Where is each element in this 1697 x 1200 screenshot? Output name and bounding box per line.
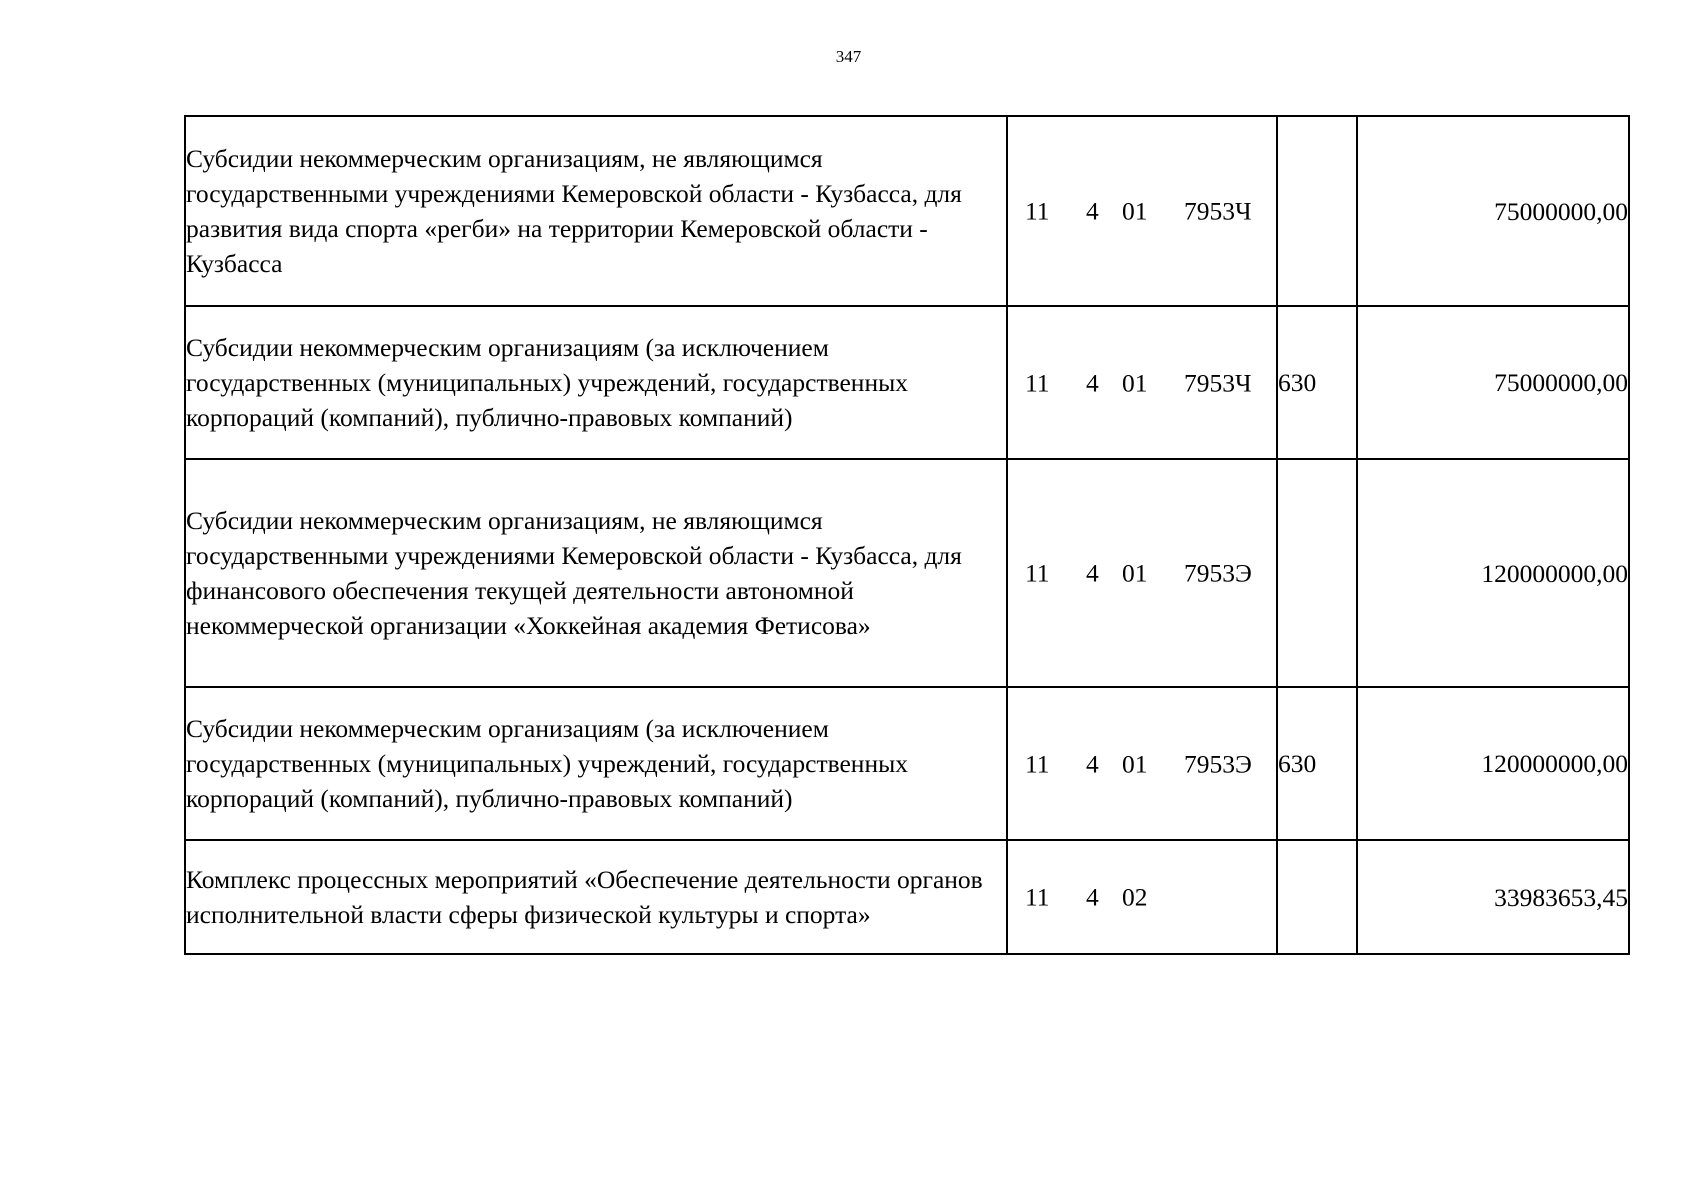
expense-type bbox=[1277, 116, 1357, 306]
table-row bbox=[185, 687, 1629, 840]
table-row bbox=[185, 459, 1629, 687]
expense-type bbox=[1277, 840, 1357, 954]
section-code: 11 bbox=[1025, 558, 1050, 588]
program-code: 4 bbox=[1086, 558, 1099, 588]
page-number: 347 bbox=[835, 47, 862, 66]
section-code: 11 bbox=[1025, 749, 1050, 778]
row-amount: 33983653,45 bbox=[1357, 840, 1629, 954]
budget-table bbox=[184, 115, 1630, 955]
subprogram-code: 01 bbox=[1122, 368, 1148, 397]
subprogram-code: 02 bbox=[1122, 882, 1148, 912]
table-row bbox=[185, 306, 1629, 459]
section-code: 11 bbox=[1025, 368, 1050, 397]
expense-type: 630 bbox=[1277, 687, 1357, 840]
subprogram-code: 01 bbox=[1122, 558, 1148, 588]
row-code bbox=[1007, 459, 1277, 687]
row-description: Субсидии некоммерческим организациям (за исключением государственных (муниципальных) учреждений, государственных корпораций (компаний), публично-правовых компаний) bbox=[185, 306, 1007, 459]
table-row bbox=[185, 840, 1629, 954]
direction-code: 7953Э bbox=[1184, 558, 1252, 588]
row-amount: 120000000,00 bbox=[1357, 459, 1629, 687]
row-amount: 75000000,00 bbox=[1357, 116, 1629, 306]
expense-type: 630 bbox=[1277, 306, 1357, 459]
row-description: Субсидии некоммерческим организациям, не являющимся государственными учреждениями Кемеровской области - Кузбасса, для финансового обеспечения текущей деятельности автономной некоммерческой организации «Хоккейная академия Фетисова» bbox=[185, 459, 1007, 687]
program-code: 4 bbox=[1086, 749, 1099, 778]
subprogram-code: 01 bbox=[1122, 196, 1148, 226]
row-code bbox=[1007, 840, 1277, 954]
direction-code: 7953Ч bbox=[1184, 196, 1252, 226]
table-row bbox=[185, 116, 1629, 306]
program-code: 4 bbox=[1086, 196, 1099, 226]
row-amount: 120000000,00 bbox=[1357, 687, 1629, 840]
row-description: Субсидии некоммерческим организациям, не являющимся государственными учреждениями Кемеровской области - Кузбасса, для развития вида спорта «регби» на территории Кемеровской области - Кузбасса bbox=[185, 116, 1007, 306]
program-code: 4 bbox=[1086, 368, 1099, 397]
section-code: 11 bbox=[1025, 882, 1050, 912]
program-code: 4 bbox=[1086, 882, 1099, 912]
row-code bbox=[1007, 116, 1277, 306]
section-code: 11 bbox=[1025, 196, 1050, 226]
row-description: Комплекс процессных мероприятий «Обеспечение деятельности органов исполнительной власти сферы физической культуры и спорта» bbox=[185, 840, 1007, 954]
expense-type bbox=[1277, 459, 1357, 687]
row-amount: 75000000,00 bbox=[1357, 306, 1629, 459]
subprogram-code: 01 bbox=[1122, 749, 1148, 778]
row-code bbox=[1007, 306, 1277, 459]
direction-code: 7953Э bbox=[1184, 749, 1252, 778]
row-code bbox=[1007, 687, 1277, 840]
direction-code: 7953Ч bbox=[1184, 368, 1252, 397]
row-description: Субсидии некоммерческим организациям (за исключением государственных (муниципальных) учреждений, государственных корпораций (компаний), публично-правовых компаний) bbox=[185, 687, 1007, 840]
